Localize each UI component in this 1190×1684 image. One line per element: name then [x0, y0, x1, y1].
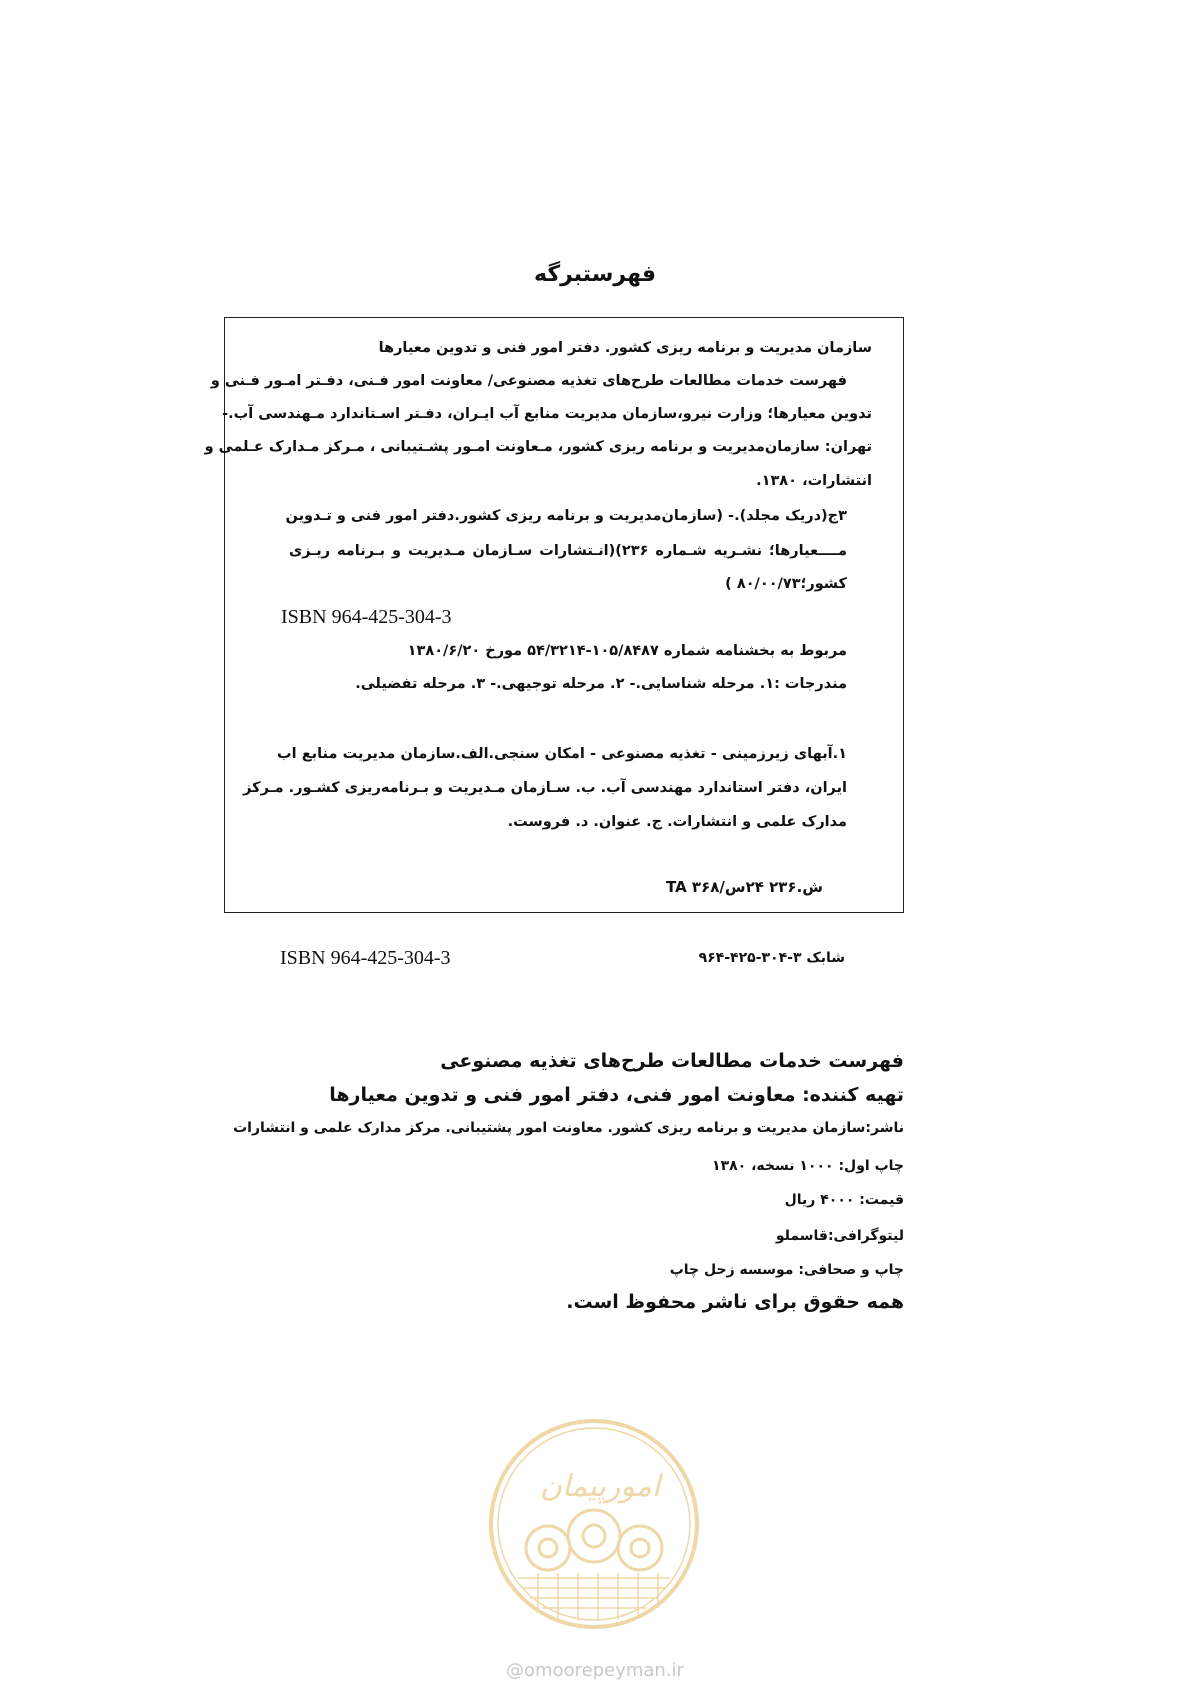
- catalog-line-1: سازمان مدیریت و برنامه ریزی کشور. دفتر امور فنی و تدوین معیارها: [378, 340, 872, 356]
- catalog-line-6: ۳ج(دریک مجلد).- (سازمان‌مدیریت و برنامه ریزی کشور.دفتر امور فنی و تـدوین: [285, 508, 847, 524]
- catalog-line-10: مندرجات :۱. مرحله شناسایی.- ۲. مرحله توجیهی.- ۳. مرحله تفضیلی.: [355, 676, 847, 692]
- publisher: ناشر:سازمان مدیریت و برنامه ریزی کشور. معاونت امور پشتیبانی. مرکز مدارک علمی و انتشارات: [233, 1120, 904, 1136]
- catalog-line-9: مربوط به بخشنامه شماره ۱۰۵/۸۴۸۷-۵۴/۳۲۱۴ مورخ ۱۳۸۰/۶/۲۰: [407, 643, 847, 659]
- rights-notice: همه حقوق برای ناشر محفوظ است.: [566, 1291, 904, 1313]
- watermark-url-text: omoorepeyman.ir: [524, 1660, 684, 1681]
- seal-text: امورپیمان: [539, 1469, 661, 1504]
- catalog-line-11: ۱.آبهای زیرزمینی - تغذیه مصنوعی - امکان سنجی.الف.سازمان مدیریت منابع اب: [277, 746, 847, 762]
- catalog-line-12: ایران، دفتر استاندارد مهندسی آب. ب. سـازمان مـدیریت و بـرنامه‌ریزی کشـور. مـرکز: [243, 780, 847, 796]
- catalog-line-5: انتشارات، ۱۳۸۰.: [756, 473, 872, 489]
- catalog-call-number: ش.۲۳۶ ۲۴س/۳۶۸ TA: [666, 878, 823, 896]
- publisher-seal-watermark: [488, 1418, 700, 1630]
- catalog-isbn: ISBN 964-425-304-3: [281, 606, 452, 628]
- catalog-line-7: مــــعیارها؛ نشـریه شـماره ۲۳۶)(انـتشارات سـازمان مـدیریت و بـرنامه ریـزی: [289, 543, 847, 559]
- catalog-card: [204, 317, 904, 913]
- printing: چاپ و صحافی: موسسه زحل چاپ: [669, 1262, 904, 1278]
- catalog-line-4: تهران: سازمان‌مدیریت و برنامه ریزی کشور، مـعاونت امـور پشـتیبانی ، مـرکز مـدارک عـلمی و: [204, 439, 872, 455]
- price: قیمت: ۴۰۰۰ ریال: [784, 1192, 904, 1208]
- catalog-line-13: مدارک علمی و انتشارات. ج. عنوان. د. فروست.: [507, 814, 847, 830]
- first-print: چاپ اول: ۱۰۰۰ نسخه، ۱۳۸۰: [712, 1158, 904, 1174]
- prepared-by: تهیه کننده: معاونت امور فنی، دفتر امور فنی و تدوین معیارها: [329, 1084, 904, 1106]
- watermark-url: @omoorepeyman.ir: [506, 1660, 684, 1681]
- catalog-line-3: تدوین معیارها؛ وزارت نیرو،سازمان مدیریت منابع آب ایـران، دفـتر اسـتاندارد مـهندسی آب.-: [222, 406, 872, 422]
- book-title: فهرست خدمات مطالعات طرح‌های تغذیه مصنوعی: [440, 1050, 904, 1072]
- page-title: فهرستبرگه: [533, 262, 657, 287]
- isbn-latin: ISBN 964-425-304-3: [280, 947, 451, 969]
- catalog-line-2: فهرست خدمات مطالعات طرح‌های تغذیه مصنوعی/ معاونت امور فـنی، دفـتر امـور فـنی و: [210, 373, 847, 389]
- lithography: لیتوگرافی:قاسملو: [775, 1228, 904, 1244]
- catalog-line-8: کشور؛۸۰/۰۰/۷۳ ): [725, 576, 847, 592]
- isbn-persian: شابک ۳-۳۰۴-۴۲۵-۹۶۴: [698, 950, 845, 966]
